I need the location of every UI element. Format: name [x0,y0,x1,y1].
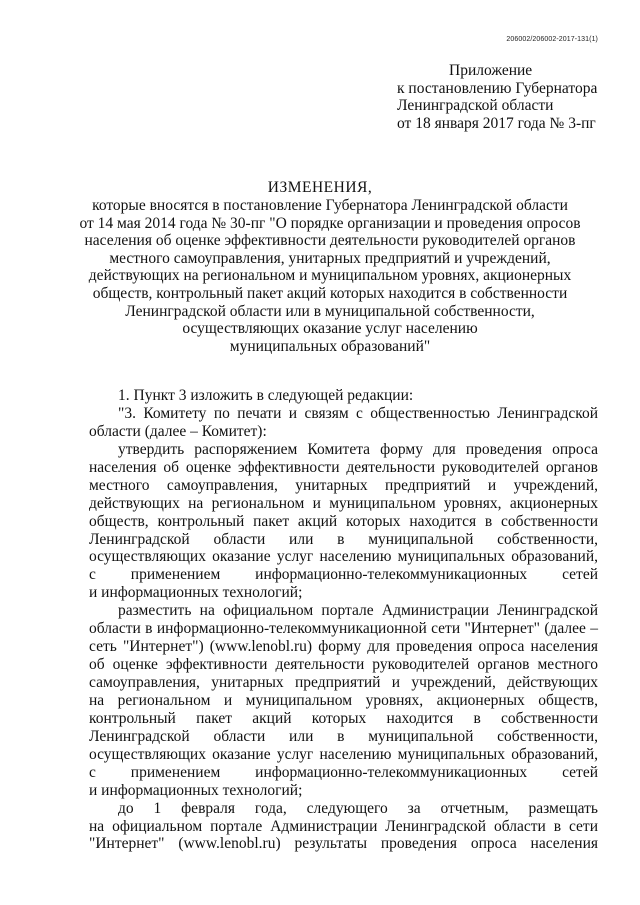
body-line: "Интернет" (www.lenobl.ru) результаты проведения опроса населения [89,835,598,853]
body-line: Ленинградской области или в муниципальной собственности, [89,530,598,548]
body-line: утвердить распоряжением Комитета форму для проведения опроса [118,440,598,458]
body-line: осуществляющих оказание услуг населению муниципальных образований, [89,745,598,763]
body-line: на официальном портале Администрации Ленинградской области в сети [89,817,598,835]
document-subtitle [70,197,590,355]
body-line: "3. Комитету по печати и связям с общественностью Ленинградской [118,404,598,422]
body-line: 1. Пункт 3 изложить в следующей редакции: [118,387,414,404]
subtitle-line: местного самоуправления, унитарных предприятий и учреждений, [109,249,551,267]
appendix-line: к постановлению Губернатора [397,79,598,97]
body-line: с применением информационно-телекоммуникационных сетей [89,566,598,584]
body-line: сеть "Интернет") (www.lenobl.ru) форму для проведения опроса населения [89,638,598,656]
appendix-line: Ленинградской области [397,97,554,114]
body-line: и информационных технологий; [89,781,303,799]
appendix-line: от 18 января 2017 года № 3-пг [397,114,596,132]
subtitle-line: действующих на региональном и муниципальном уровнях, акционерных [88,267,572,285]
body-line: на региональном и муниципальном уровнях, акционерных обществ, [89,691,598,709]
appendix-line: Приложение [449,62,533,79]
subtitle-line: населения об оценке эффективности деятельности руководителей органов [84,232,576,250]
document-title: ИЗМЕНЕНИЯ, [267,179,373,196]
subtitle-line: муниципальных образований" [229,337,431,355]
body-line: самоуправления, унитарных предприятий и учреждений, действующих [89,674,598,691]
body-line: Ленинградской области или в муниципальной собственности, [89,727,598,745]
body-line: об оценке эффективности деятельности руководителей органов местного [89,656,598,674]
body-line: области (далее – Комитет): [89,422,267,440]
body-line: местного самоуправления, унитарных предприятий и учреждений, [89,476,598,494]
body-line: с применением информационно-телекоммуникационных сетей [89,763,598,781]
body-line: осуществляющих оказание услуг населению муниципальных образований, [89,548,598,566]
subtitle-line: от 14 мая 2014 года № 30-пг "О порядке организации и проведения опросов [79,214,581,232]
body-line: области в информационно-телекоммуникационной сети "Интернет" (далее – [89,620,598,638]
body-line: контрольный пакет акций которых находится в собственности [89,709,598,727]
appendix-header [397,62,627,132]
subtitle-line: Ленинградской области или в муниципальной собственности, [125,302,535,320]
body-line: разместить на официальном портале Администрации Ленинградской [118,602,598,620]
body-line: до 1 февраля года, следующего за отчетным, размещать [118,799,598,817]
body-line: и информационных технологий; [89,584,303,602]
body-line: населения об оценке эффективности деятельности руководителей органов [89,458,598,476]
subtitle-line: обществ, контрольный пакет акций которых находится в собственности [92,284,568,302]
subtitle-line: осуществляющих оказание услуг населению [182,320,478,338]
body-line: действующих на региональном и муниципальном уровнях, акционерных [89,494,598,512]
document-stamp-number: 206002/206002-2017-131(1) [506,36,598,43]
document-body [89,387,598,853]
body-line: обществ, контрольный пакет акций которых находится в собственности [89,512,598,530]
subtitle-line: которые вносятся в постановление Губернатора Ленинградской области [92,197,568,214]
